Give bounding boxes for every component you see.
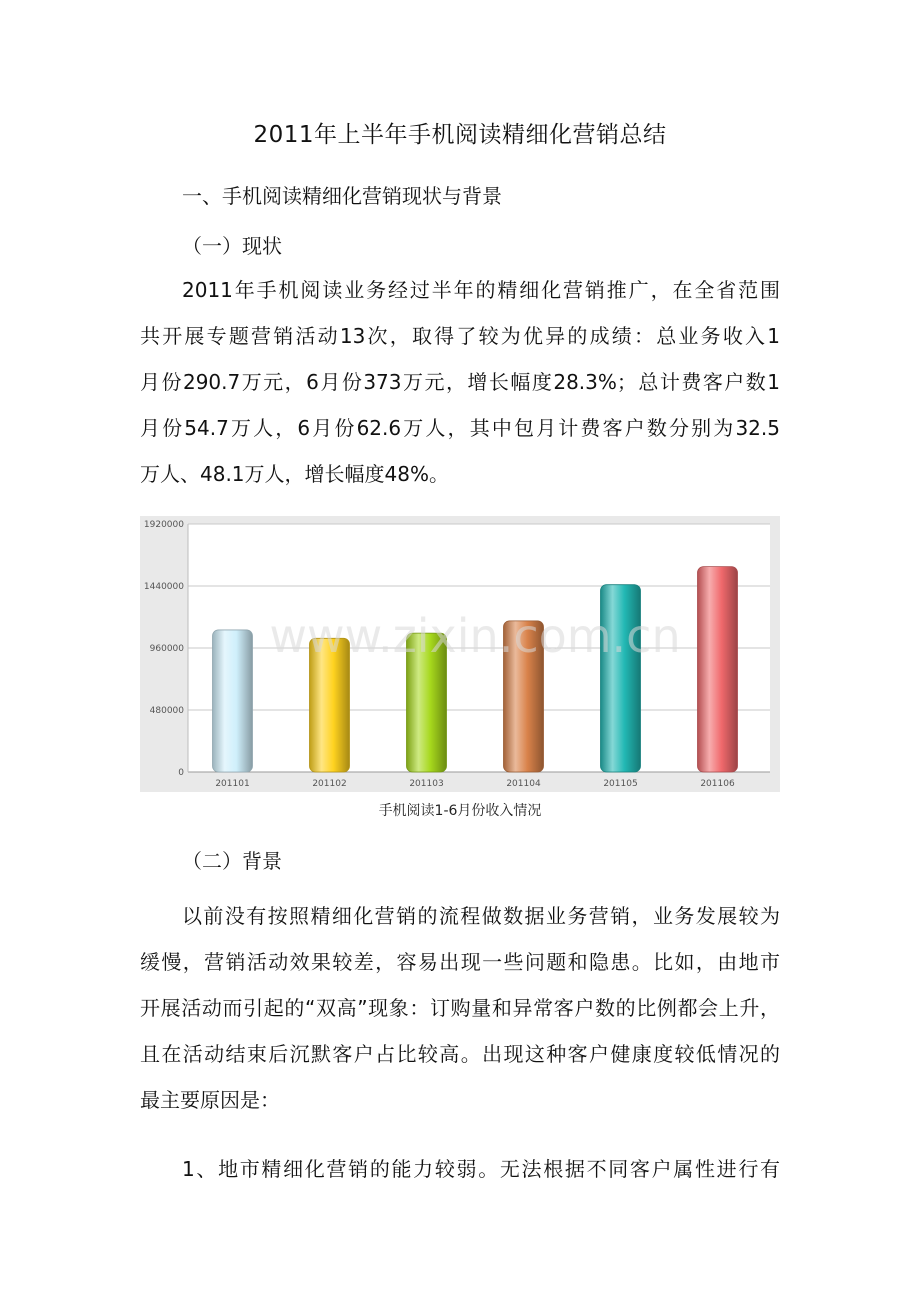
text-line: 共开展专题营销活动13次，取得了较为优异的成绩：总业务收入1 <box>140 324 780 348</box>
section-heading: 一、手机阅读精细化营销现状与背景 <box>182 184 502 208</box>
paragraph-status <box>140 267 780 497</box>
y-tick-label: 0 <box>178 768 184 778</box>
figure-caption: 手机阅读1-6月份收入情况 <box>378 803 542 819</box>
text-line: 月份290.7万元，6月份373万元，增长幅度28.3%；总计费客户数1 <box>140 370 780 394</box>
text-line: 且在活动结束后沉默客户占比较高。出现这种客户健康度较低情况的 <box>140 1042 780 1066</box>
revenue-bar-chart <box>140 516 780 792</box>
subsection-heading-background: （二）背景 <box>182 849 282 873</box>
watermark: www.zixin.com.cn <box>269 609 681 663</box>
subsection-heading-status: （一）现状 <box>182 234 282 258</box>
x-tick-label: 201104 <box>506 779 541 789</box>
x-tick-label: 201106 <box>700 779 735 789</box>
text-line: 缓慢，营销活动效果较差，容易出现一些问题和隐患。比如，由地市 <box>140 950 780 974</box>
text-line: 开展活动而引起的“双高”现象：订购量和异常客户数的比例都会上升， <box>140 996 780 1020</box>
text-line: 最主要原因是： <box>140 1088 280 1112</box>
x-tick-label: 201101 <box>215 779 250 789</box>
paragraph-reason-1 <box>140 1146 780 1192</box>
bar-201101 <box>213 630 253 772</box>
y-tick-label: 1440000 <box>143 582 184 592</box>
y-tick-label: 1920000 <box>143 520 184 530</box>
document-title: 2011年上半年手机阅读精细化营销总结 <box>253 122 667 148</box>
x-tick-label: 201103 <box>409 779 444 789</box>
text-line: 万人、48.1万人，增长幅度48%。 <box>140 462 449 486</box>
text-line: 以前没有按照精细化营销的流程做数据业务营销，业务发展较为 <box>182 904 780 928</box>
text-line: 1、地市精细化营销的能力较弱。无法根据不同客户属性进行有 <box>182 1157 780 1181</box>
bar-201106 <box>698 567 738 772</box>
text-line: 2011年手机阅读业务经过半年的精细化营销推广，在全省范围 <box>182 278 780 302</box>
y-tick-label: 960000 <box>149 644 184 654</box>
x-tick-label: 201105 <box>603 779 638 789</box>
chart-svg <box>140 516 780 792</box>
y-tick-label: 480000 <box>149 706 184 716</box>
x-tick-label: 201102 <box>312 779 347 789</box>
text-line: 月份54.7万人，6月份62.6万人，其中包月计费客户数分别为32.5 <box>140 416 780 440</box>
paragraph-background <box>140 893 780 1123</box>
